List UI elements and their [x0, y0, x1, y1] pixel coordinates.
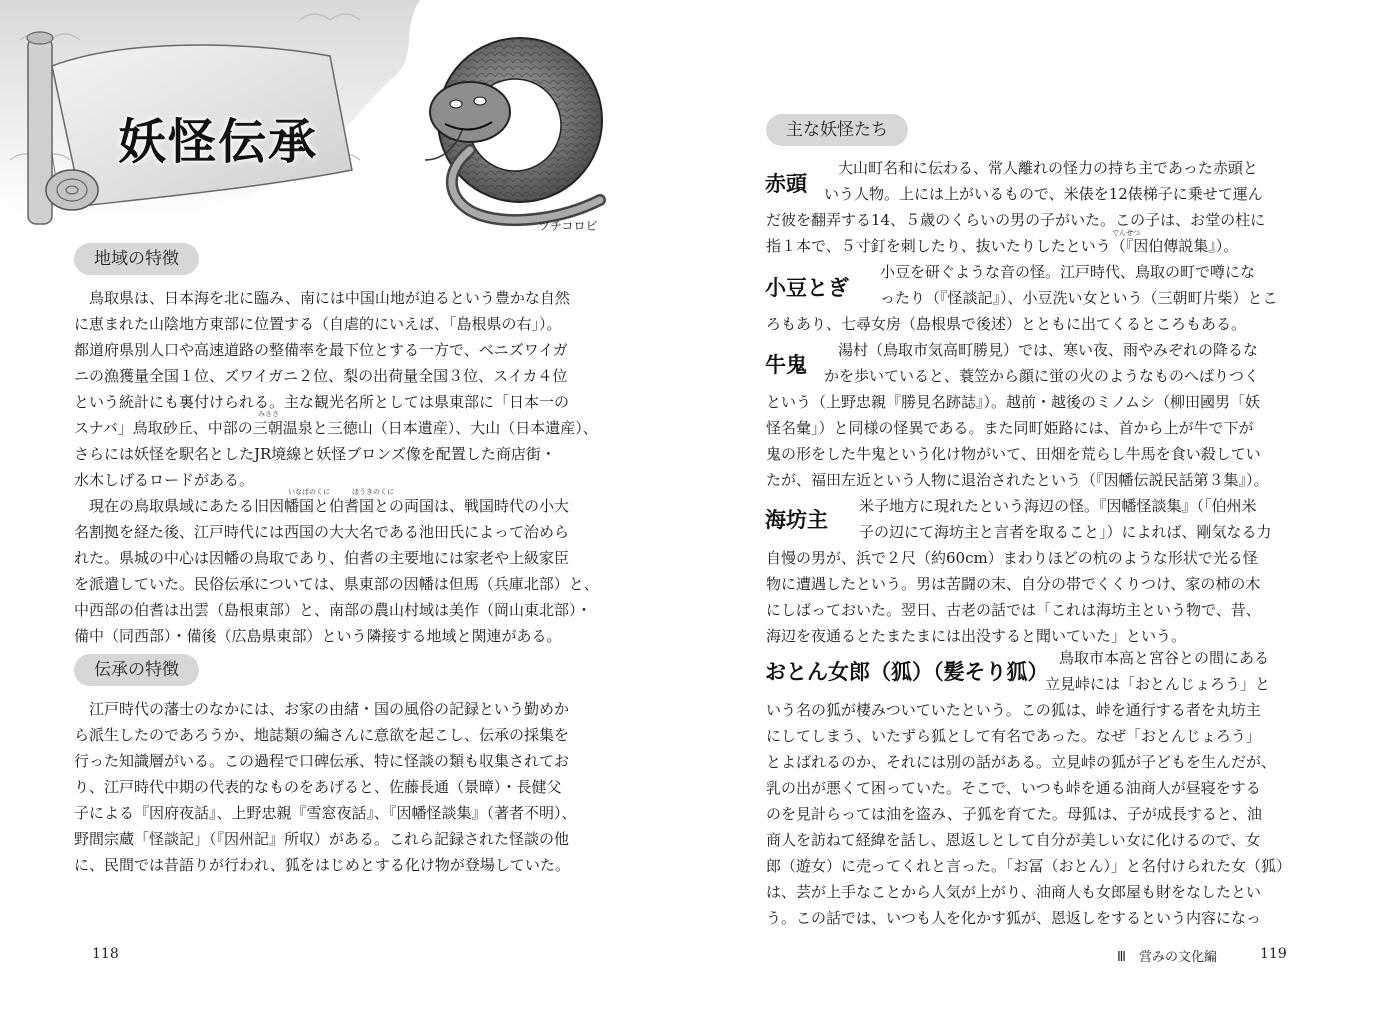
entry-heading-ushioni: 牛鬼 [765, 353, 807, 377]
text-line: 鳥取県は、日本海を北に臨み、南には中国山地が迫るという豊かな自然 [74, 289, 570, 307]
tsuchikorobi-illustration-icon [425, 38, 602, 220]
right-page [689, 0, 1378, 1014]
ruby-densetsu: でんせつ [1112, 229, 1140, 237]
page-number-left: 118 [92, 946, 119, 962]
running-head: Ⅲ 営みの文化編 [1117, 950, 1217, 965]
text-line: に恵まれた山陰地方東部に位置する（自虐的にいえば、「島根県の右」）。 [74, 315, 562, 333]
text-line: 小豆を研ぐような音の怪。江戸時代、鳥取の町で噂にな [880, 263, 1256, 281]
text-line: れた。県城の中心は因幡の鳥取であり、伯耆の主要地には家老や上級家臣 [74, 549, 570, 567]
illustration-caption: ツチコロビ [538, 219, 598, 233]
ruby-inaba-no-kuni: いなばのくに [288, 488, 330, 496]
text-line: にしばっておいた。翌日、古老の話では「これは海坊主という物で、昔、 [766, 601, 1261, 619]
text-line: 商人を訪ねて経緯を話し、恩返しとして自分が美しい女に化けるので、女 [766, 831, 1261, 849]
text-line: う。この話では、いつも人を化かす狐が、恩返しをするという内容になっ [766, 909, 1262, 927]
text-line: 子による『因府夜話』、上野忠親『雪窓夜話』、『因幡怪談集』（著者不明）、 [74, 804, 577, 822]
section-heading-folklore: 伝承の特徴 [74, 654, 199, 686]
page-number-right: 119 [1260, 946, 1287, 962]
text-line: かを歩いていると、蓑笠から顔に蛍の火のようなものへばりつく [824, 367, 1260, 385]
entry-heading-azukitogi: 小豆とぎ [765, 276, 849, 300]
text-line: にしてしまう、いたずら狐として有名であった。なぜ「おとんじょろう」 [766, 727, 1261, 745]
ruby-houki-no-kuni: ほうきのくに [352, 488, 394, 496]
text-line: 郎（遊女）に売ってくれと言った。「お冨（おとん）」と名付けられた女（狐） [766, 857, 1292, 875]
text-line: 指１本で、５寸釘を刺したり、抜いたりしたという（『因伯傳説集』）。 [766, 237, 1239, 255]
text-line: さらには妖怪を駅名としたJR境線と妖怪ブロンズ像を配置した商店街・ [74, 445, 556, 463]
text-line: 野間宗蔵「怪談記」（『因州記』所収）がある。これら記録された怪談の他 [74, 830, 570, 848]
text-line: 自慢の男が、浜で２尺（約60cm）まわりほどの杭のような形状で光る怪 [766, 549, 1258, 567]
text-line: 鬼の形をした牛鬼という化け物がいて、田畑を荒らし牛馬を食い殺してい [766, 445, 1261, 463]
text-line: 行った知識層がいる。この過程で口碑伝承、特に怪談の類も収集されてお [74, 752, 570, 770]
text-line: 物に遭遇したという。男は苦闘の末、自分の帯でくくりつけ、家の柿の木 [766, 575, 1261, 593]
text-line: ら派生したのであろうか、地誌類の編さんに意欲を起こし、伝承の採集を [74, 726, 570, 744]
text-line: 江戸時代の藩士のなかには、お家の由緒・国の風俗の記録という勤めか [74, 700, 570, 718]
text-line: を派遣していた。民俗伝承については、県東部の因幡は但馬（兵庫北部）と、 [74, 575, 599, 593]
text-line: 海辺を夜通るとたまたまには出没すると聞いていた」という。 [766, 627, 1187, 645]
text-line: 乳の出が悪くて困っていた。そこで、いつも峠を通る油商人が昼寝をする [766, 779, 1261, 797]
text-line: いう名の狐が棲みついていたという。この狐は、峠を通行する者を丸坊主 [766, 701, 1261, 719]
text-line: のを見計らっては油を盗み、子狐を育てた。母狐は、子が成長すると、油 [766, 805, 1262, 823]
text-line: 怪名彙」）と同様の怪異である。また同町姫路には、首から上が牛で下が [766, 419, 1254, 437]
text-line: という（上野忠親『勝見名跡誌』）。越前・越後のミノムシ（柳田國男「妖 [766, 393, 1260, 411]
text-line: 鳥取市本高と宮谷との間にある [1059, 649, 1270, 667]
page-title: 妖怪伝承 [118, 114, 319, 170]
ruby-misasa: みささ [258, 410, 279, 418]
text-line: という統計にも裏付けられる。主な観光名所としては県東部に「日本一の [74, 393, 570, 411]
text-line: り、江戸時代中期の代表的なものをあげると、佐藤長通（景暲）・長健父 [74, 778, 562, 796]
entry-heading-umibouzu: 海坊主 [765, 508, 828, 532]
text-line: 米子地方に現れたという海辺の怪。『因幡怪談集』（「伯州米 [859, 497, 1257, 515]
text-line: 水木しげるロードがある。 [74, 471, 255, 489]
text-line: は、芸が上手なことから人気が上がり、油商人も女郎屋も財をなしたとい [766, 883, 1262, 901]
text-line: だ彼を翻弄する14、５歳のくらいの男の子がいた。この子は、お堂の柱に [766, 211, 1266, 229]
text-line: 中西部の伯耆は出雲（島根東部）と、南部の農山村域は美作（岡山東北部）・ [74, 601, 592, 619]
entry-heading-akagashira: 赤頭 [765, 172, 807, 196]
text-line: 大山町名和に伝わる、常人離れの怪力の持ち主であった赤頭と [838, 159, 1258, 177]
text-line: 現在の鳥取県域にあたる旧因幡国と伯耆国との両国は、戦国時代の小大 [74, 497, 570, 515]
section-heading-region: 地域の特徴 [74, 243, 199, 275]
text-line: たが、福田左近という人物に退治されたという（『因幡伝説民話第３集』）。 [766, 471, 1269, 489]
text-line: 湯村（鳥取市気高町勝見）では、寒い夜、雨やみぞれの降るな [838, 341, 1259, 359]
text-line: ったり（『怪談記』）、小豆洗い女という（三朝町片柴）とこ [880, 289, 1278, 307]
text-line: 備中（同西部）・備後（広島県東部）という隣接する地域と関連がある。 [74, 627, 562, 645]
text-line: 立見峠には「おとんじょろう」と [1045, 675, 1271, 693]
text-line: 子の辺にて海坊主と言者を取ること」）によれば、剛気なる力 [859, 523, 1272, 541]
text-line: スナバ」鳥取砂丘、中部の三朝温泉と三徳山（日本遺産）、大山（日本遺産）、 [74, 419, 598, 437]
text-line: 都道府県別人口や高速道路の整備率を最下位とする一方で、ベニズワイガ [74, 341, 568, 359]
header-illustration [0, 0, 689, 240]
text-line: とよばれるのか、それには別の話がある。立見峠の狐が子どもを生んだが、 [766, 753, 1277, 771]
text-line: いう人物。上には上がいるもので、米俵を12俵梯子に乗せて運ん [824, 185, 1263, 203]
text-line: ろもあり、七尋女房（島根県で後述）とともに出てくるところもある。 [766, 315, 1247, 333]
text-line: に、民間では昔語りが行われ、狐をはじめとする化け物が登場していた。 [74, 856, 570, 874]
section-heading-main-yokai: 主な妖怪たち [766, 114, 908, 146]
entry-heading-oton-jorou: おとん女郎（狐）（髪そり狐） [765, 660, 1049, 684]
text-line: ニの漁獲量全国１位、ズワイガニ２位、梨の出荷量全国３位、スイカ４位 [74, 367, 568, 385]
text-line: 名割拠を経た後、江戸時代には西国の大大名である池田氏によって治めら [74, 523, 570, 541]
